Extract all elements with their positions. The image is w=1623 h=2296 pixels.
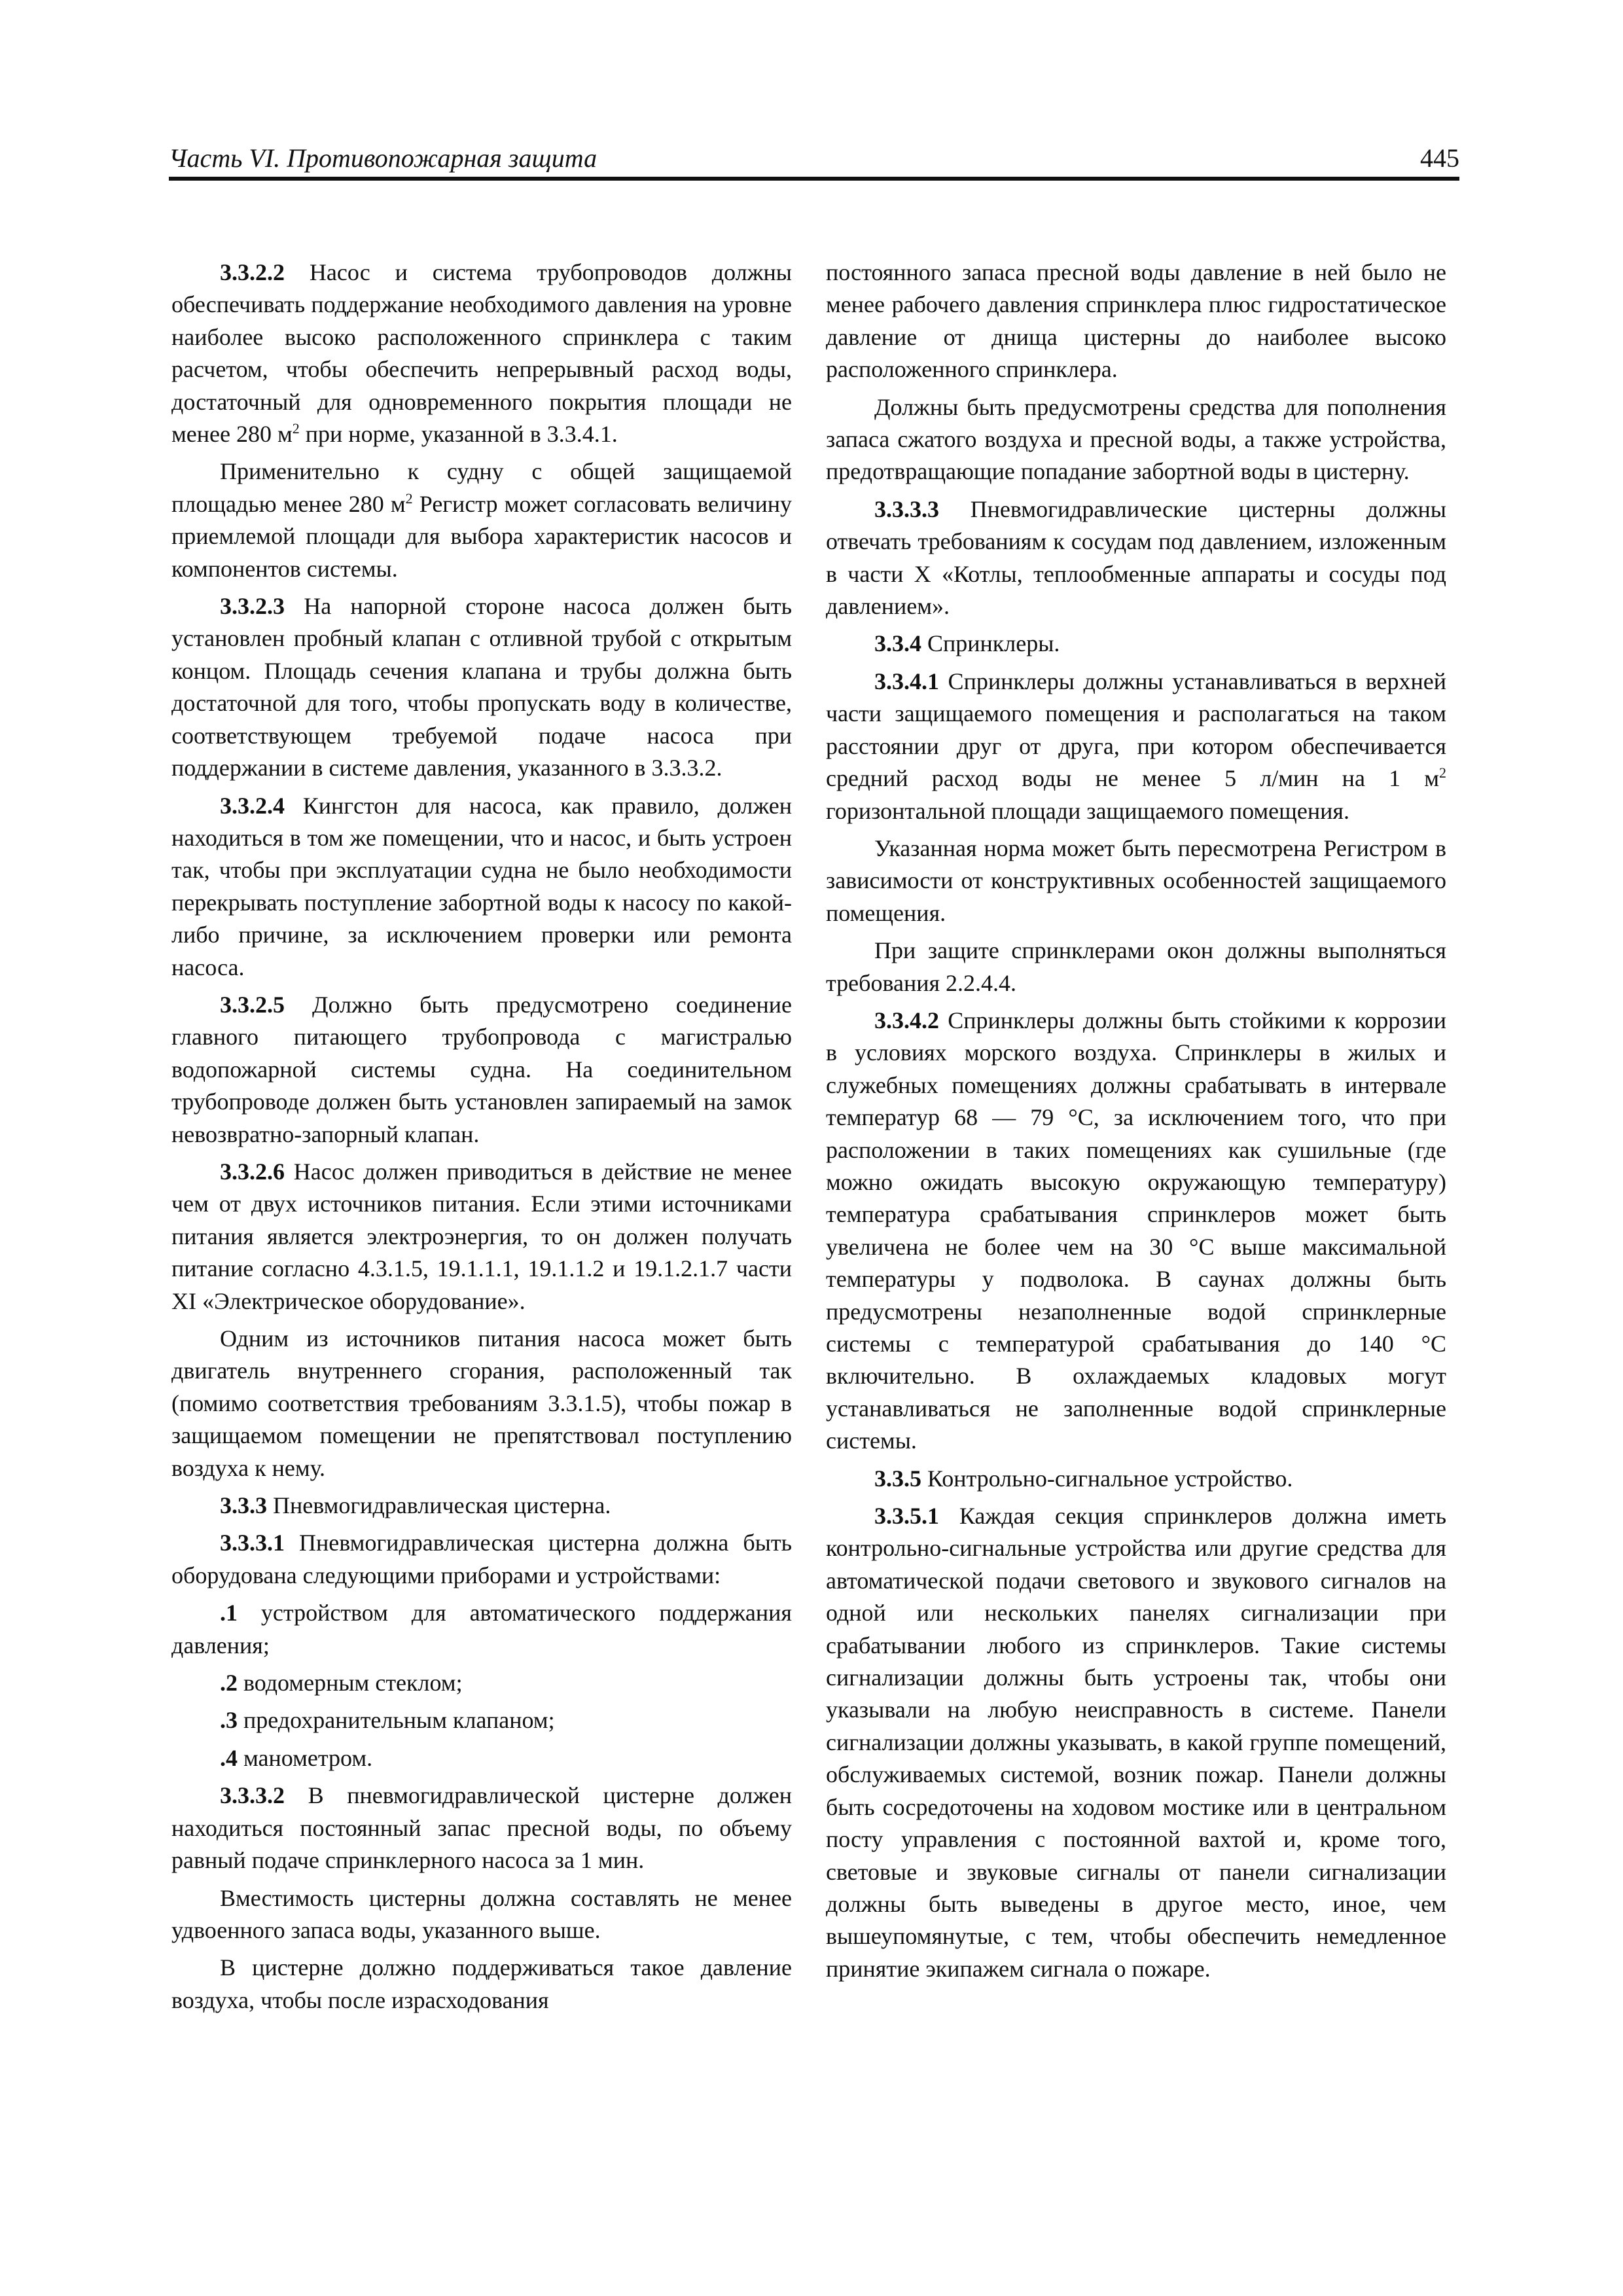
page-header [169,143,1459,181]
paragraph [171,1704,792,1736]
paragraph-text: постоянного запаса пресной воды давление в ней было не менее рабочего давления спринклера плюс гидростатическое давление от днища цистерны до наиболее высоко расположенного спринклера. [826,259,1446,383]
clause-number: 3.3.4.1 [874,668,939,694]
paragraph [171,1952,792,2017]
paragraph-text: Спринклеры должны быть стойкими к коррозии в условиях морского воздуха. Спринклеры в жилых и служебных помещениях должны срабатывать в интервале температур 68 — 79 °С, за исключением того, что при расположении в таких помещениях как сушильные (где можно ожидать высокую окружающую температуру) температура срабатывания спринклеров может быть увеличена не более чем на 30 °С выше максимальной температуры у подволока. В саунах должны быть предусмотрены незаполненные водой спринклерные системы с температурой срабатывания до 140 °С включительно. В охлаждаемых кладовых могут устанавливаться не заполненные водой спринклерные системы. [826,1007,1446,1454]
clause-number: 3.3.2.2 [220,259,285,285]
clause-number: 3.3.4 [874,630,921,657]
paragraph-text: Пневмогидравлическая цистерна должна быть оборудована следующими приборами и устройствами: [171,1530,792,1588]
paragraph [171,590,792,784]
clause-number: 3.3.2.6 [220,1158,285,1185]
part-title: Часть VI. Противопожарная защита [169,143,597,173]
clause-number: 3.3.3.2 [220,1782,285,1809]
paragraph-text-cont: Регистр может согласовать величину приемлемой площади для выбора характеристик насосов и компонентов системы. [171,490,792,582]
clause-number: 3.3.2.3 [220,593,285,620]
paragraph [171,257,792,450]
paragraph [171,1527,792,1592]
paragraph [826,833,1446,929]
paragraph [826,1463,1446,1495]
paragraph [171,1882,792,1947]
clause-number: 3.3.3 [220,1492,267,1519]
paragraph [826,666,1446,827]
paragraph-text: Должны быть предусмотрены средства для пополнения запаса сжатого воздуха и пресной воды, а также устройства, предотвращающие попадание забортной воды в цистерну. [826,393,1446,485]
paragraph [826,628,1446,660]
paragraph [171,790,792,984]
paragraph-text: Вместимость цистерны должна составлять не менее удвоенного запаса воды, указанного выше. [171,1884,792,1943]
clause-number: 3.3.5.1 [874,1503,939,1530]
paragraph-text: водомерным стеклом; [238,1670,463,1696]
paragraph [826,935,1446,999]
paragraph-text: Пневмогидравлическая цистерна. [267,1492,611,1519]
clause-number: 3.3.3.3 [874,495,939,522]
clause-number: .2 [220,1670,238,1696]
paragraph [171,1490,792,1522]
paragraph-text: Указанная норма может быть пересмотрена Регистром в зависимости от конструктивных особенностей защищаемого помещения. [826,834,1446,926]
right-column [826,257,1446,1990]
page-number: 445 [1420,143,1459,173]
paragraph [826,391,1446,488]
paragraph-text-cont: при норме, указанной в 3.3.4.1. [299,421,618,448]
paragraph-text: устройством для автоматического поддержания давления; [171,1600,792,1659]
clause-number: 3.3.2.5 [220,991,285,1018]
clause-number: 3.3.4.2 [874,1007,939,1033]
clause-number: .3 [220,1707,238,1734]
paragraph [171,1156,792,1318]
paragraph [171,1323,792,1484]
superscript: 2 [1439,764,1446,781]
paragraph-text: В пневмогидравлической цистерне должен находиться постоянный запас пресной воды, по объему равный подаче спринклерного насоса за 1 мин. [171,1782,792,1874]
paragraph-text: Спринклеры должны устанавливаться в верхней части защищаемого помещения и располагаться на таком расстоянии друг от друга, при котором обеспечивается средний расход воды не менее 5 л/мин на 1 м [826,668,1446,792]
clause-number: 3.3.2.4 [220,792,285,819]
paragraph [171,1597,792,1662]
clause-number: 3.3.3.1 [220,1530,285,1556]
paragraph-text: манометром. [238,1744,373,1771]
clause-number: .4 [220,1744,238,1771]
paragraph [171,1742,792,1774]
left-column [171,257,792,2022]
paragraph-text: Насос должен приводиться в действие не менее чем от двух источников питания. Если этими источниками питания является электроэнергия, то он должен получать питание согласно 4.3.1.5, 19.1.1.1, 19.1.1.2 и 19.1.2.1.7 части XI «Электрическое оборудование». [171,1158,792,1314]
clause-number: 3.3.5 [874,1465,921,1492]
paragraph-text: Применительно к судну с общей защищаемой площадью менее 280 м [171,458,792,517]
paragraph-text: На напорной стороне насоса должен быть установлен пробный клапан с отливной трубой с открытым концом. Площадь сечения клапана и трубы должна быть достаточной для того, чтобы пропускать воду в количестве, соответствующем требуемой подаче насоса при поддержании в системе давления, указанного в 3.3.3.2. [171,593,792,781]
paragraph [171,989,792,1151]
paragraph-text: Насос и система трубопроводов должны обеспечивать поддержание необходимого давления на уровне наиболее высоко расположенного спринклера с таким расчетом, чтобы обеспечить непрерывный расход воды, достаточный для одновременного покрытия площади не менее 280 м [171,259,792,448]
paragraph-text: В цистерне должно поддерживаться такое давление воздуха, чтобы после израсходования [171,1954,792,2013]
paragraph-text: Одним из источников питания насоса может быть двигатель внутреннего сгорания, расположенный так (помимо соответствия требованиям 3.3.1.5), чтобы пожар в защищаемом помещении не препятствовал поступлению воздуха к нему. [171,1325,792,1481]
clause-number: .1 [220,1600,238,1626]
paragraph [826,257,1446,386]
paragraph-text: Пневмогидравлические цистерны должны отвечать требованиям к сосудам под давлением, изложенным в части X «Котлы, теплообменные аппараты и сосуды под давлением». [826,495,1446,620]
paragraph [171,1667,792,1699]
paragraph-text: Спринклеры. [921,630,1060,657]
superscript: 2 [405,490,413,507]
paragraph [826,1500,1446,1985]
paragraph [826,493,1446,623]
paragraph-text: Кингстон для насоса, как правило, должен находиться в том же помещении, что и насос, и быть устроен так, чтобы при эксплуатации судна не было необходимости перекрывать поступление забортной воды к насосу по какой-либо причине, за исключением проверки или ремонта насоса. [171,792,792,980]
paragraph-text: При защите спринклерами окон должны выполняться требования 2.2.4.4. [826,937,1446,996]
paragraph-text: Каждая секция спринклеров должна иметь контрольно-сигнальные устройства или другие средства для автоматической подачи светового и звукового сигналов на одной или нескольких панелях сигнализации при срабатывании любого из спринклеров. Такие системы сигнализации должны быть устроены так, чтобы они указывали на любую неисправность в системе. Панели сигнализации должны указывать, в какой группе помещений, обслуживаемых системой, возник пожар. Панели должны быть сосредоточены на ходовом мостике или в центральном посту управления с постоянной вахтой и, кроме того, световые и звуковые сигналы от панели сигнализации должны быть выведены в другое место, иное, чем вышеупомянутые, с тем, чтобы обеспечить немедленное принятие экипажем сигнала о пожаре. [826,1503,1446,1982]
paragraph-text: предохранительным клапаном; [238,1707,555,1734]
paragraph-text: Контрольно-сигнальное устройство. [921,1465,1293,1492]
paragraph [826,1005,1446,1458]
paragraph-text-cont: горизонтальной площади защищаемого помещения. [826,797,1349,824]
paragraph [171,1780,792,1876]
paragraph-text: Должно быть предусмотрено соединение главного питающего трубопровода с магистралью водопожарной системы судна. На соединительном трубопроводе должен быть установлен запираемый на замок невозвратно-запорный клапан. [171,991,792,1147]
superscript: 2 [292,420,300,437]
paragraph [171,456,792,585]
